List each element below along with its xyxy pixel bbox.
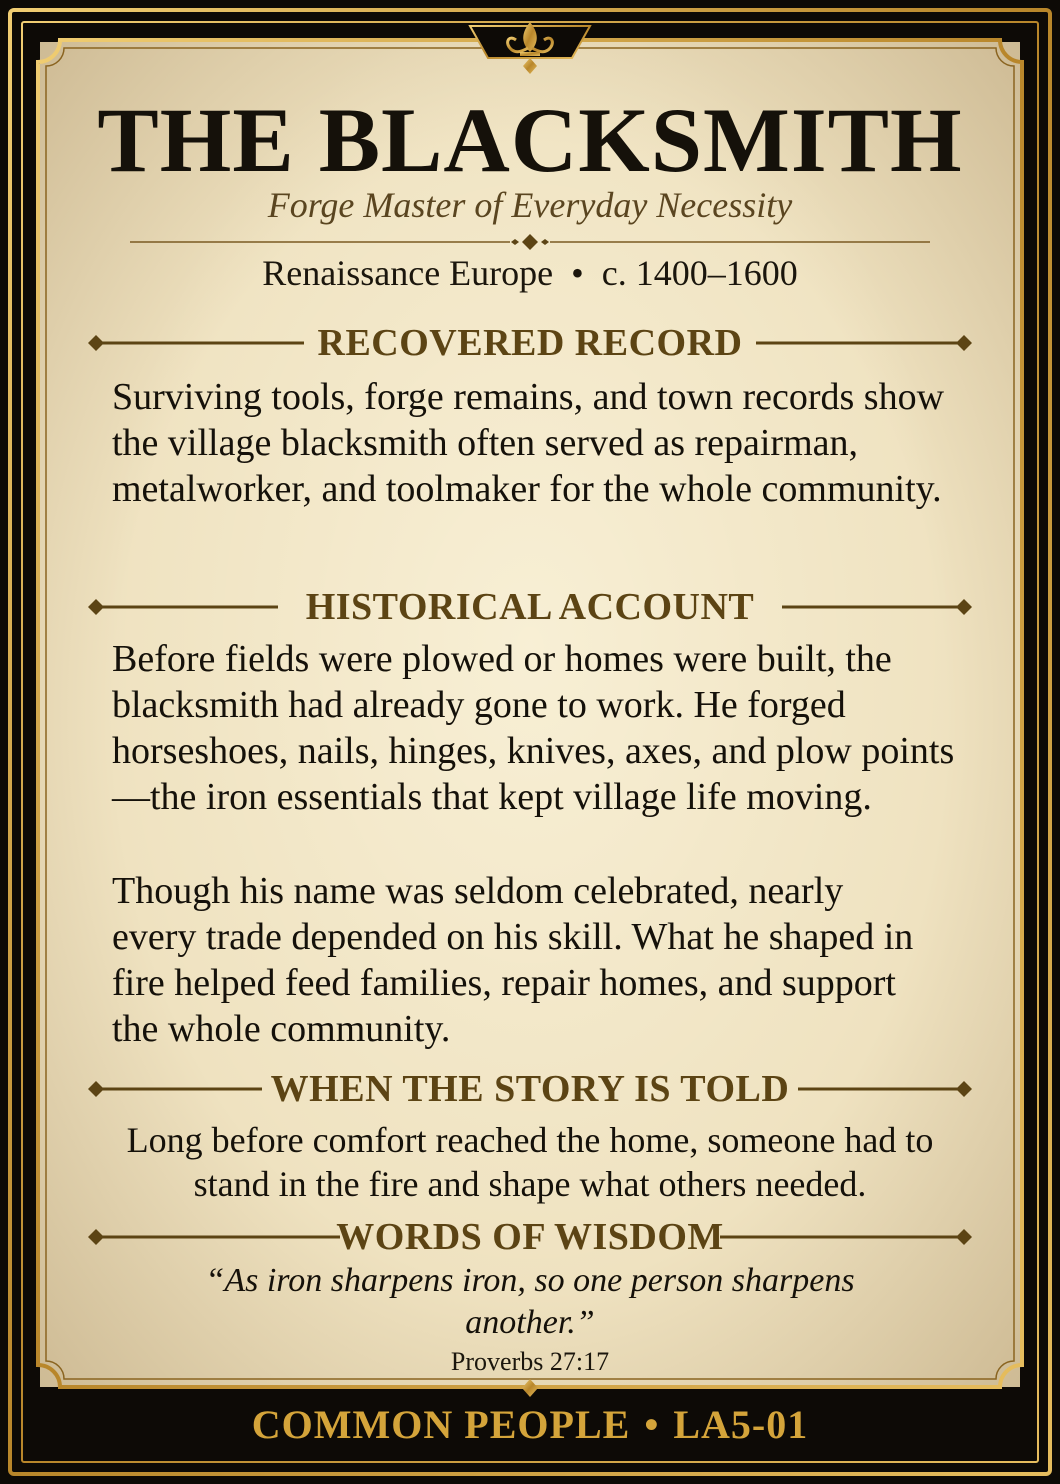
era-place: Renaissance Europe (262, 253, 554, 293)
historical-account-paragraph-1: Before fields were plowed or homes were built, the blacksmith had already gone to work. He forged horseshoes, nails, hinges, knives, axes, and plow points—the iron essentials that kept village life moving. (112, 638, 955, 818)
card-footer (0, 1400, 1060, 1450)
section-title: WHEN THE STORY IS TOLD (270, 1068, 790, 1110)
era-dates: c. 1400–1600 (601, 253, 798, 293)
story-heading (82, 1064, 978, 1114)
recovered-record-text: Surviving tools, forge remains, and town records show the village blacksmith often served as repairman, metalworker, and toolmaker for the whole community. (112, 376, 945, 510)
era-line (0, 251, 1060, 295)
story-text: Long before comfort reached the home, someone had to stand in the fire and shape what others needed. (126, 1120, 934, 1204)
footer-category: COMMON PEOPLE (251, 1402, 631, 1447)
historical-account-paragraph-2: Though his name was seldom celebrated, nearly every trade depended on his skill. What he shaped in fire helped feed families, repair homes, and support the whole community. (112, 870, 914, 1050)
wisdom-citation: Proverbs 27:17 (450, 1347, 610, 1376)
section-title: RECOVERED RECORD (317, 322, 743, 364)
wisdom-heading (82, 1212, 978, 1262)
card-title: THE BLACKSMITH (97, 89, 963, 191)
era-separator: • (571, 253, 584, 293)
wisdom-quote: “As iron sharpens iron, so one person sharpens another.” (205, 1262, 855, 1341)
recovered-record-heading (82, 318, 978, 368)
section-title: HISTORICAL ACCOUNT (305, 586, 755, 628)
footer-separator: • (644, 1402, 660, 1447)
card-subtitle: Forge Master of Everyday Necessity (267, 185, 793, 225)
footer-code: LA5-01 (673, 1402, 809, 1447)
historical-account-heading (82, 582, 978, 632)
section-title: WORDS OF WISDOM (336, 1216, 724, 1258)
